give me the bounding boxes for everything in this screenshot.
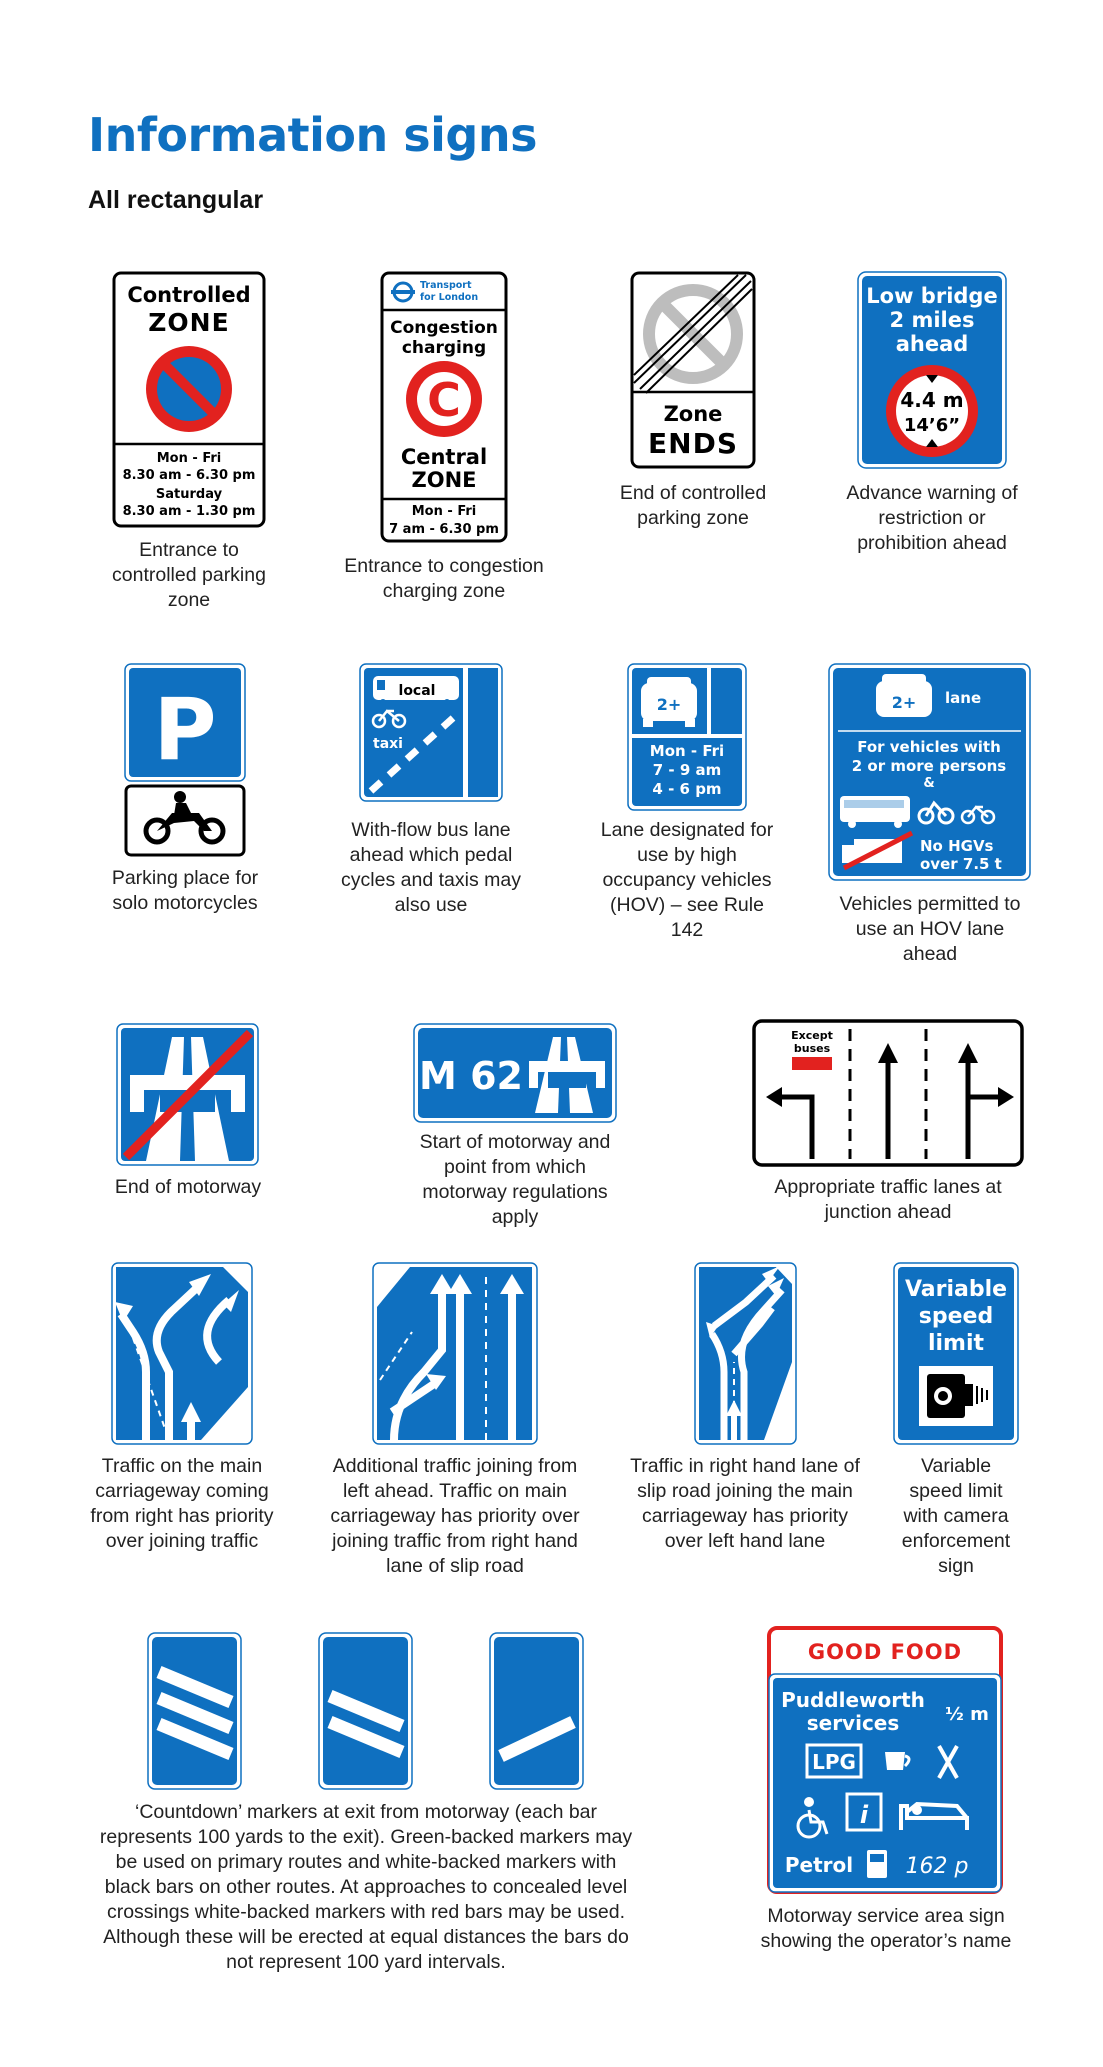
- merge-left-sign: [372, 1262, 538, 1445]
- countdown-marker-1: [489, 1632, 584, 1790]
- svg-text:Variable: Variable: [904, 1277, 1008, 1302]
- caption-motorcycle-parking: Parking place for solo motorcycles: [111, 867, 259, 914]
- start-of-motorway-sign: [413, 1023, 617, 1123]
- svg-text:162 p: 162 p: [905, 1854, 969, 1879]
- controlled-zone-sign: [112, 271, 266, 528]
- caption-service-area: Motorway service area sign showing the operator’s name: [760, 1905, 1012, 1952]
- svg-text:4.4 m: 4.4 m: [900, 388, 964, 412]
- caption-zone-ends: End of controlled parking zone: [619, 482, 767, 529]
- svg-text:8.30 am - 1.30 pm: 8.30 am - 1.30 pm: [122, 504, 256, 519]
- svg-text:M 62: M 62: [419, 1054, 523, 1098]
- svg-text:services: services: [806, 1711, 900, 1735]
- svg-text:Petrol: Petrol: [784, 1853, 854, 1877]
- caption-end-of-motorway: End of motorway: [114, 1176, 262, 1198]
- svg-text:ZONE: ZONE: [411, 468, 477, 492]
- svg-text:½ m: ½ m: [945, 1704, 989, 1725]
- svg-text:Zone: Zone: [663, 402, 723, 426]
- svg-text:Saturday: Saturday: [155, 487, 223, 502]
- service-area-sign: [767, 1626, 1003, 1894]
- svg-text:For vehicles with: For vehicles with: [857, 738, 1001, 756]
- svg-text:ZONE: ZONE: [148, 308, 230, 337]
- hov-lane-sign: [627, 663, 747, 811]
- svg-text:local: local: [398, 683, 436, 699]
- traffic-lanes-sign: [752, 1019, 1024, 1167]
- svg-text:limit: limit: [927, 1331, 985, 1356]
- countdown-marker-3: [147, 1632, 242, 1790]
- svg-text:8.30 am - 6.30 pm: 8.30 am - 6.30 pm: [122, 468, 256, 483]
- svg-text:No HGVs: No HGVs: [920, 837, 994, 855]
- svg-text:Central: Central: [400, 445, 488, 469]
- caption-hov-lane: Lane designated for use by high occupancy vehicles (HOV) – see Rule 142: [600, 819, 774, 941]
- svg-text:Transport: Transport: [420, 280, 472, 291]
- caption-merge-right: Traffic on the main carriageway coming from right has priority over joining traffic: [90, 1455, 274, 1552]
- caption-bus-lane: With-flow bus lane ahead which pedal cycles and taxis may also use: [341, 819, 521, 916]
- svg-text:7 am - 6.30 pm: 7 am - 6.30 pm: [389, 522, 499, 537]
- svg-text:GOOD FOOD: GOOD FOOD: [807, 1640, 963, 1664]
- svg-text:Controlled: Controlled: [127, 283, 251, 307]
- svg-text:Puddleworth: Puddleworth: [781, 1688, 925, 1712]
- svg-text:Low bridge: Low bridge: [866, 284, 998, 308]
- svg-text:14’6”: 14’6”: [903, 415, 961, 436]
- svg-text:speed: speed: [918, 1304, 994, 1329]
- svg-text:4 - 6 pm: 4 - 6 pm: [652, 780, 722, 798]
- svg-text:2+: 2+: [656, 695, 682, 714]
- svg-text:&: &: [923, 776, 935, 791]
- svg-text:7 - 9 am: 7 - 9 am: [652, 761, 722, 779]
- congestion-charging-sign: [380, 271, 508, 543]
- caption-controlled-zone: Entrance to controlled parking zone: [112, 539, 266, 611]
- motorcycle-parking-sign: [124, 663, 246, 857]
- svg-text:P: P: [153, 680, 217, 780]
- svg-text:i: i: [859, 1801, 869, 1829]
- svg-text:LPG: LPG: [812, 1750, 856, 1774]
- bus-lane-sign: [359, 663, 503, 802]
- caption-countdown: ‘Countdown’ markers at exit from motorway (each bar represents 100 yards to the exit). Green-backed markers may be used on primary routes and white-backed markers with black bars on other routes. At approaches to concealed level crossings white-backed markers with red bars may be used. Although these will be erected at equal distances the bars do not represent 100 yard intervals.: [99, 1801, 633, 1973]
- svg-text:Congestion: Congestion: [390, 318, 498, 338]
- caption-variable-speed: Variable speed limit with camera enforcement sign: [901, 1455, 1011, 1577]
- page-title: Information signs: [88, 108, 537, 162]
- svg-text:for London: for London: [420, 292, 479, 303]
- svg-text:over 7.5 t: over 7.5 t: [920, 855, 1002, 873]
- caption-start-of-motorway: Start of motorway and point from which motorway regulations apply: [419, 1131, 611, 1228]
- svg-text:Except: Except: [791, 1029, 833, 1042]
- caption-merge-left: Additional traffic joining from left ahead. Traffic on main carriageway has priority over joining traffic from right hand lane of slip road: [330, 1455, 580, 1577]
- svg-text:buses: buses: [793, 1042, 831, 1055]
- svg-text:2 miles: 2 miles: [889, 308, 975, 332]
- caption-traffic-lanes: Appropriate traffic lanes at junction ahead: [774, 1176, 1002, 1223]
- svg-text:charging: charging: [401, 338, 487, 358]
- low-bridge-sign: [857, 271, 1007, 469]
- slip-road-sign: [694, 1262, 797, 1445]
- svg-text:2+: 2+: [891, 693, 917, 712]
- svg-text:ENDS: ENDS: [648, 427, 738, 460]
- caption-hov-permitted: Vehicles permitted to use an HOV lane ahead: [839, 893, 1021, 965]
- hov-permitted-sign: [828, 663, 1031, 881]
- zone-ends-sign: [630, 271, 756, 469]
- merge-right-sign: [111, 1262, 253, 1445]
- svg-text:Mon - Fri: Mon - Fri: [649, 742, 725, 760]
- caption-slip-road: Traffic in right hand lane of slip road joining the main carriageway has priority over left hand lane: [630, 1455, 860, 1552]
- svg-text:Mon - Fri: Mon - Fri: [411, 504, 477, 519]
- svg-text:Mon - Fri: Mon - Fri: [156, 451, 222, 466]
- caption-low-bridge: Advance warning of restriction or prohibition ahead: [846, 482, 1018, 554]
- svg-text:lane: lane: [945, 689, 982, 707]
- svg-text:2 or more persons: 2 or more persons: [851, 757, 1007, 775]
- svg-text:ahead: ahead: [895, 332, 969, 356]
- caption-congestion: Entrance to congestion charging zone: [344, 555, 544, 602]
- variable-speed-sign: [893, 1262, 1019, 1445]
- svg-text:C: C: [427, 373, 461, 427]
- page-subtitle: All rectangular: [88, 186, 264, 214]
- end-of-motorway-sign: [116, 1023, 259, 1166]
- countdown-marker-2: [318, 1632, 413, 1790]
- svg-text:taxi: taxi: [373, 736, 403, 752]
